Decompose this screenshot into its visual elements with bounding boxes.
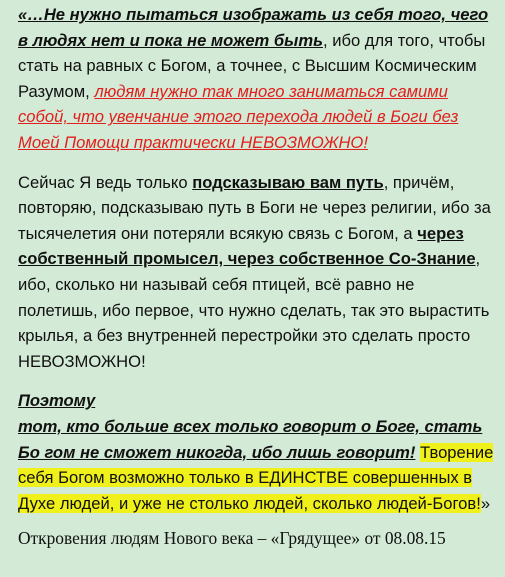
bold-underlined-phrase-consciousness: через собственный промысел, через собственное Со-Знание bbox=[18, 223, 476, 269]
paragraph-2-middle: , причём, повторяю, подсказываю путь в Боги не через религии, ибо за тысячелетия они потеряли всякую связь с Богом, а bbox=[18, 172, 491, 243]
paragraph-1 bbox=[18, 2, 495, 156]
paragraph-2-end: , ибо, сколько ни называй себя птицей, всё равно не полетишь, ибо первое, что нужно сделать, так это вырастить крылья, а без внутренней перестройки это сделать просто НЕВОЗМОЖНО! bbox=[18, 249, 490, 371]
paragraph-2-start: Сейчас Я ведь только bbox=[18, 172, 193, 192]
paragraph-2 bbox=[18, 170, 495, 375]
paragraph-1-middle: , ибо для того, чтобы стать на равных с Богом, а точнее, с Высшим Космическим Разумом, bbox=[18, 30, 486, 101]
paragraph-3 bbox=[18, 388, 495, 516]
closing-quote: » bbox=[480, 493, 491, 513]
quote-opening-statement: «…Не нужно пытаться изображать из себя того, чего в людях нет и пока не может быть bbox=[18, 5, 489, 50]
highlighted-text: Творение себя Богом возможно только в ЕДИНСТВЕ совершенных в Духе людей, и уже не столько людей, сколько людей-Богов! bbox=[18, 442, 494, 513]
source-citation: Откровения людям Нового века – «Грядущее» от 08.08.15 bbox=[18, 528, 446, 549]
therefore-heading: Поэтому bbox=[18, 391, 96, 411]
bold-italic-statement: тот, кто больше всех только говорит о Боге, стать Бо гом не сможет никогда, ибо лишь говорит! bbox=[18, 416, 483, 462]
bold-underlined-phrase-path: подсказываю вам путь bbox=[192, 172, 384, 192]
red-emphasis-text: людям нужно так много заниматься самими собой, что увенчание этого перехода людей в Боги без Моей Помощи практически НЕВОЗМОЖНО! bbox=[18, 81, 459, 152]
